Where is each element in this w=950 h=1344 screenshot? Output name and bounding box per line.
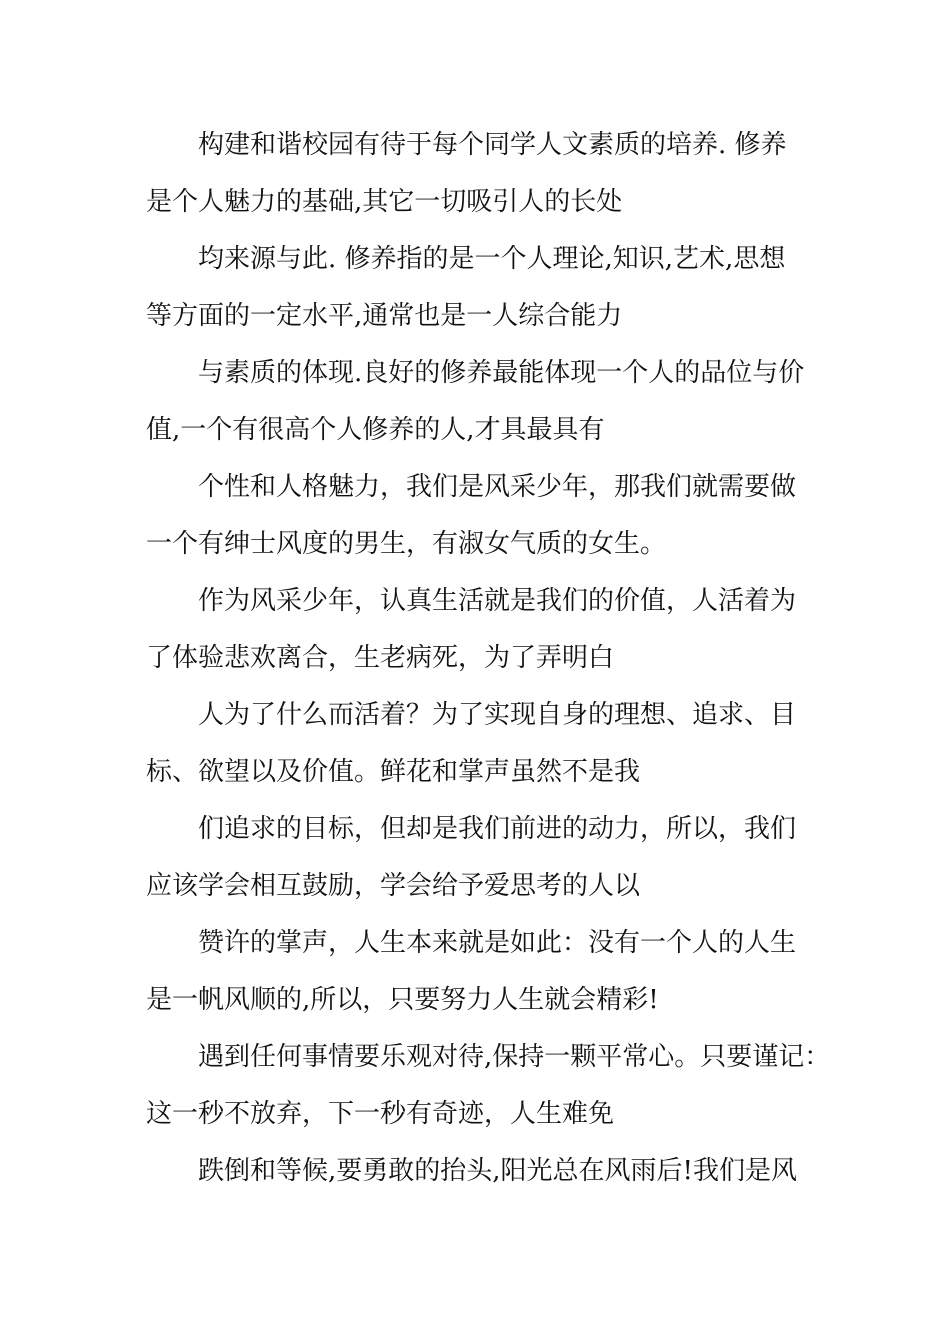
paragraph-line: 构建和谐校园有待于每个同学人文素质的培养. 修养 <box>198 130 787 160</box>
paragraph-line: 个性和人格魅力，我们是风采少年，那我们就需要做 <box>198 472 797 502</box>
paragraph-line: 作为风采少年，认真生活就是我们的价值，人活着为 <box>198 586 797 616</box>
paragraph-line: 是个人魅力的基础,其它一切吸引人的长处 <box>146 187 623 217</box>
paragraph-line: 了体验悲欢离合，生老病死，为了弄明白 <box>146 643 615 673</box>
paragraph-5 <box>146 573 826 687</box>
paragraph-line: 们追求的目标，但却是我们前进的动力，所以，我们 <box>198 814 797 844</box>
paragraph-4 <box>146 459 826 573</box>
paragraph-line: 等方面的一定水平,通常也是一人综合能力 <box>146 301 623 331</box>
paragraph-line: 标、欲望以及价值。鲜花和掌声虽然不是我 <box>146 757 641 787</box>
paragraph-line: 人为了什么而活着？为了实现自身的理想、追求、目 <box>198 700 797 730</box>
paragraph-line: 与素质的体现.良好的修养最能体现一个人的品位与价 <box>198 358 805 388</box>
paragraph-line: 跌倒和等候,要勇敢的抬头,阳光总在风雨后!我们是风 <box>198 1156 797 1186</box>
essay-body <box>146 117 831 1200</box>
paragraph-line: 是一帆风顺的,所以，只要努力人生就会精彩! <box>146 985 659 1015</box>
paragraph-3 <box>146 345 826 459</box>
paragraph-6 <box>146 687 826 801</box>
paragraph-line: 遇到任何事情要乐观对待,保持一颗平常心。只要谨记： <box>198 1042 831 1072</box>
paragraph-line: 这一秒不放弃，下一秒有奇迹，人生难免 <box>146 1099 615 1129</box>
paragraph-1 <box>146 117 826 231</box>
paragraph-9 <box>146 1029 831 1143</box>
paragraph-2 <box>146 231 826 345</box>
paragraph-line: 值,一个有很高个人修养的人,才具最具有 <box>146 415 605 445</box>
paragraph-8 <box>146 915 826 1029</box>
paragraph-10 <box>146 1143 826 1200</box>
paragraph-line: 均来源与此. 修养指的是一个人理论,知识,艺术,思想 <box>198 244 786 274</box>
paragraph-7 <box>146 801 826 915</box>
paragraph-line: 赞许的掌声，人生本来就是如此：没有一个人的人生 <box>198 928 797 958</box>
paragraph-line: 应该学会相互鼓励，学会给予爱思考的人以 <box>146 871 641 901</box>
paragraph-line: 一个有绅士风度的男生，有淑女气质的女生。 <box>146 529 667 559</box>
